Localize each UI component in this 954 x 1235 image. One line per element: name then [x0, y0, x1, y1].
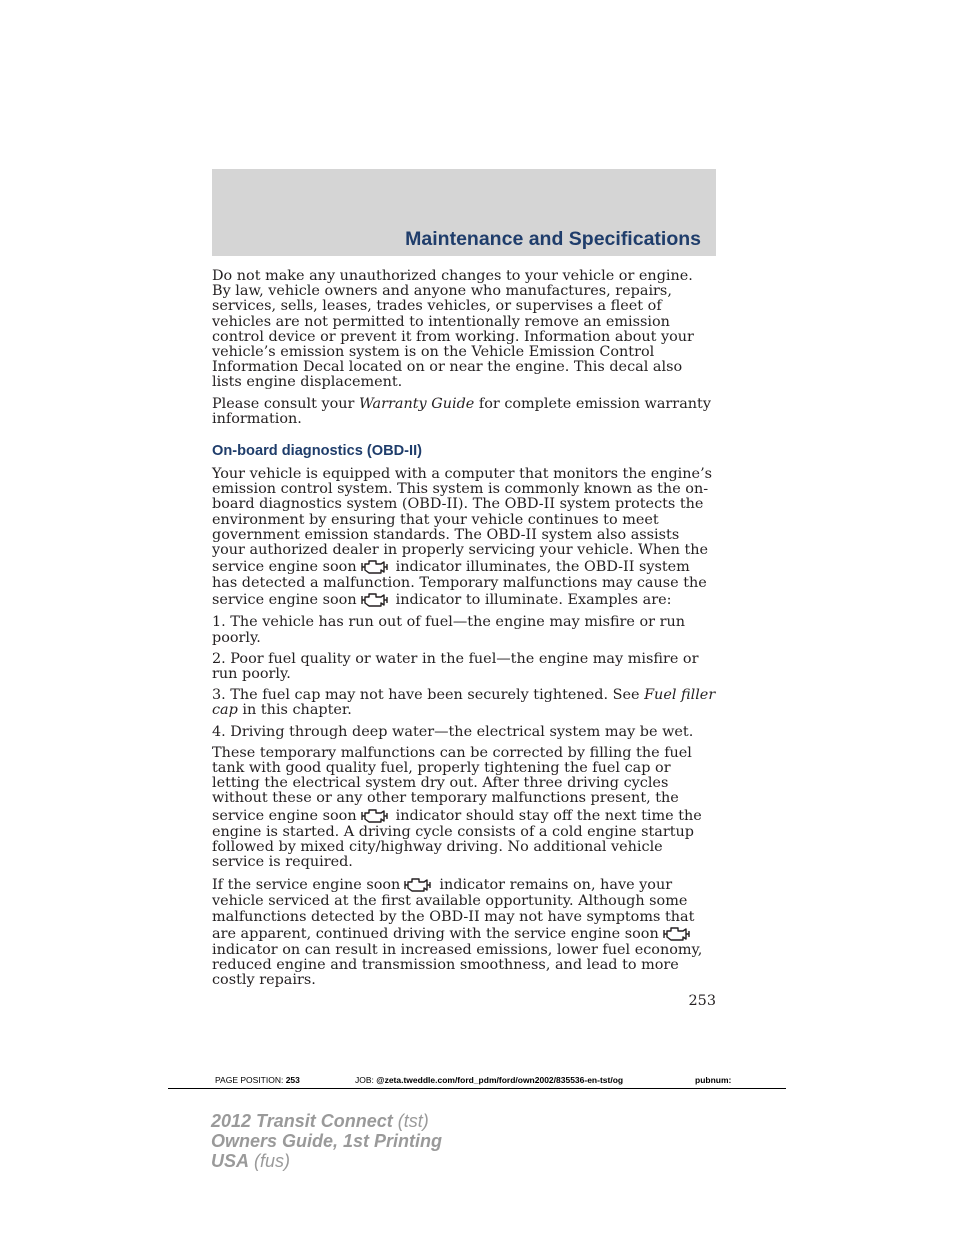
- header-band: [212, 169, 716, 256]
- obd-heading: On-board diagnostics (OBD-II): [212, 443, 422, 460]
- intro-paragraph: Do not make any unauthorized changes to your vehicle or engine. By law, vehicle owners and anyone who manufactures, repairs, services, sells, leases, trades vehicles, or supervises a fleet of vehicles are not permitted to intentionally remove an emission control device or prevent it from working. Information about your vehicle’s emission system is on the Vehicle Emission Control Information Decal located on or near the engine. This decal also lists engine displacement.: [212, 268, 694, 391]
- fuel-filler-cap-ref: Fuel filler cap: [212, 687, 716, 719]
- footer-publication-title: 2012 Transit Connect (tst) Owners Guide, 1st Printing USA (fus): [211, 1111, 443, 1171]
- page-number: 253: [688, 993, 716, 1010]
- check-engine-icon: [360, 591, 390, 609]
- warranty-guide-ref: Warranty Guide: [358, 395, 475, 412]
- page-content: [212, 269, 716, 1010]
- check-engine-icon: [360, 807, 390, 825]
- obd-paragraph-2: These temporary malfunctions can be corrected by filling the fuel tank with good quality fuel, properly tightening the fuel cap or letting the electrical system dry out. After three driving cycles without these or any other temporary malfunctions present, the service engine soon indicator should stay off the next time the engine is started. A driving cycle consists of a cold engine startup followed by mixed city/highway driving. No additional vehicle service is required.: [212, 744, 702, 871]
- obd-paragraph-3: If the service engine soon indicator remains on, have your vehicle serviced at the first available opportunity. Although some malfunctions detected by the OBD-II may not have symptoms that are apparent, continued driving with the service engine soon indicator on can result in increased emissions, lower fuel economy, reduced engine and transmission smoothness, and lead to more costly repairs.: [212, 877, 703, 989]
- list-item: 3. The fuel cap may not have been securely tightened. See Fuel filler cap in this chapter.: [212, 687, 716, 719]
- check-engine-icon: [662, 925, 692, 943]
- list-item: 4. Driving through deep water—the electrical system may be wet.: [212, 723, 694, 740]
- check-engine-icon: [360, 558, 390, 576]
- list-item: 1. The vehicle has run out of fuel—the engine may misfire or run poorly.: [212, 614, 686, 646]
- warranty-paragraph: Please consult your Warranty Guide for complete emission warranty information.: [212, 395, 711, 427]
- obd-paragraph-1: Your vehicle is equipped with a computer that monitors the engine’s emission control system. This system is commonly known as the on-board diagnostics system (OBD-II). The OBD-II system protects the environment by ensuring that your vehicle continues to meet government emission standards. The OBD-II system also assists your authorized dealer in properly servicing your vehicle. When the service engine soon indicator illuminates, the OBD-II system has detected a malfunction. Temporary malfunctions may cause the service engine soon indicator to illuminate. Examples are:: [212, 466, 713, 609]
- list-item: 2. Poor fuel quality or water in the fuel—the engine may misfire or run poorly.: [212, 650, 699, 683]
- section-title: Maintenance and Specifications: [405, 228, 701, 250]
- footer-meta: PAGE POSITION: 253 JOB: @zeta.tweddle.com/ford_pdm/ford/own2002/835536-en-tst/og pubnum:: [215, 1075, 732, 1085]
- check-engine-icon: [403, 876, 433, 894]
- footer-rule: [168, 1088, 786, 1089]
